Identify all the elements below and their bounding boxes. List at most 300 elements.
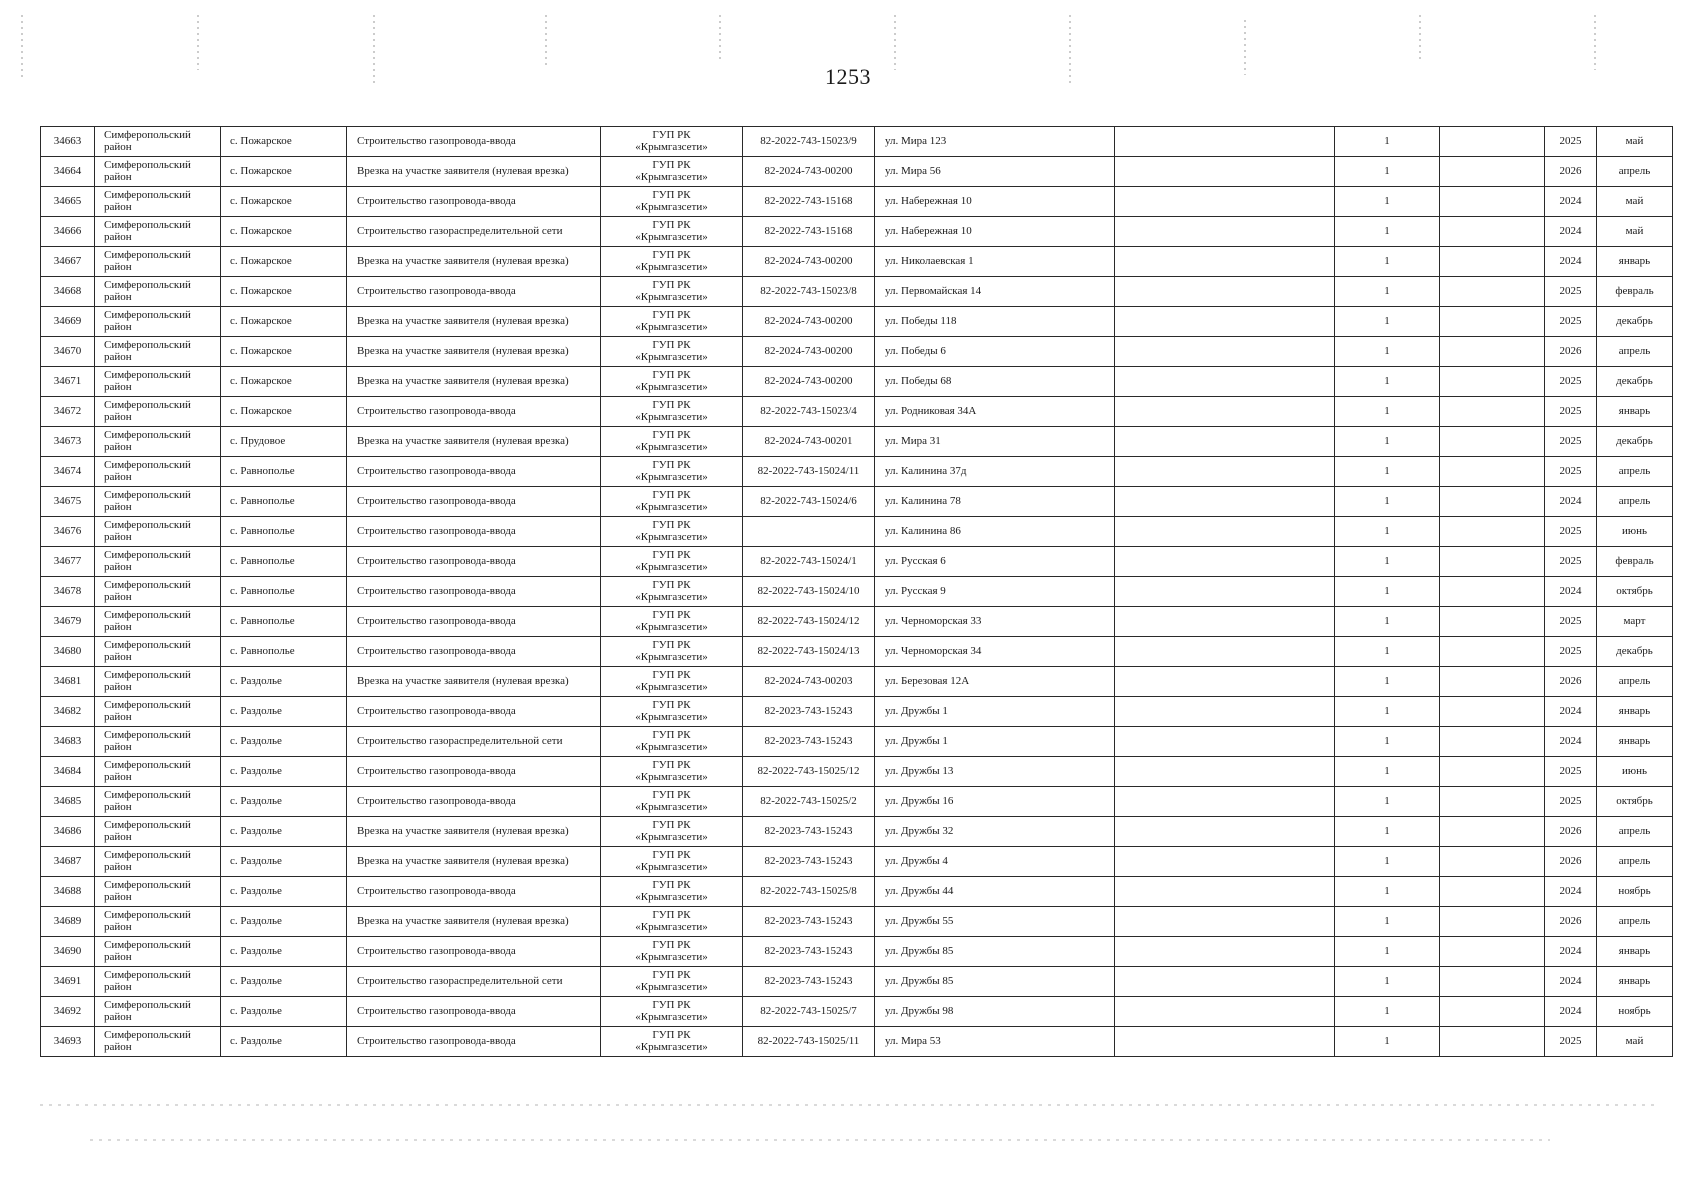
locality-cell: с. Раздолье — [221, 967, 347, 997]
locality-cell: с. Раздолье — [221, 787, 347, 817]
blank-cell — [1115, 997, 1335, 1027]
organization-cell — [601, 397, 743, 427]
organization-line-2: «Крымгазсети» — [635, 440, 708, 453]
address-cell: ул. Победы 6 — [875, 337, 1115, 367]
organization-cell — [601, 667, 743, 697]
blank-cell — [1115, 397, 1335, 427]
organization-line-1: ГУП РК — [652, 308, 691, 321]
organization-line-2: «Крымгазсети» — [635, 560, 708, 573]
locality-cell: с. Пожарское — [221, 337, 347, 367]
blank-cell — [1440, 727, 1545, 757]
spec-code-cell: 82-2023-743-15243 — [743, 817, 875, 847]
year-cell: 2025 — [1545, 277, 1597, 307]
row-number: 34674 — [41, 457, 95, 487]
organization-cell — [601, 277, 743, 307]
locality-cell: с. Пожарское — [221, 307, 347, 337]
organization-line-1: ГУП РК — [652, 578, 691, 591]
organization-line-1: ГУП РК — [652, 248, 691, 261]
work-type-cell: Врезка на участке заявителя (нулевая врезка) — [347, 847, 601, 877]
organization-cell — [601, 637, 743, 667]
address-cell: ул. Мира 31 — [875, 427, 1115, 457]
organization-line-2: «Крымгазсети» — [635, 650, 708, 663]
locality-cell: с. Пожарское — [221, 277, 347, 307]
district-cell: Симферопольский район — [95, 607, 221, 637]
organization-cell — [601, 847, 743, 877]
spec-code-cell: 82-2024-743-00200 — [743, 157, 875, 187]
quantity-cell: 1 — [1335, 277, 1440, 307]
spec-code-cell: 82-2022-743-15024/11 — [743, 457, 875, 487]
table-row — [41, 667, 1673, 697]
spec-code-cell: 82-2023-743-15243 — [743, 937, 875, 967]
locality-cell: с. Раздолье — [221, 997, 347, 1027]
organization-cell — [601, 697, 743, 727]
blank-cell — [1115, 277, 1335, 307]
work-type-cell: Строительство газопровода-ввода — [347, 187, 601, 217]
spec-code-cell — [743, 517, 875, 547]
district-cell: Симферопольский район — [95, 757, 221, 787]
table-row — [41, 517, 1673, 547]
organization-line-2: «Крымгазсети» — [635, 500, 708, 513]
blank-cell — [1440, 607, 1545, 637]
blank-cell — [1440, 937, 1545, 967]
row-number: 34688 — [41, 877, 95, 907]
quantity-cell: 1 — [1335, 697, 1440, 727]
district-cell: Симферопольский район — [95, 967, 221, 997]
month-cell: июнь — [1597, 517, 1673, 547]
spec-code-cell: 82-2022-743-15168 — [743, 187, 875, 217]
month-cell: апрель — [1597, 667, 1673, 697]
locality-cell: с. Пожарское — [221, 157, 347, 187]
year-cell: 2025 — [1545, 757, 1597, 787]
blank-cell — [1115, 937, 1335, 967]
organization-cell — [601, 607, 743, 637]
quantity-cell: 1 — [1335, 637, 1440, 667]
month-cell: апрель — [1597, 907, 1673, 937]
blank-cell — [1440, 817, 1545, 847]
organization-line-1: ГУП РК — [652, 848, 691, 861]
district-cell: Симферопольский район — [95, 367, 221, 397]
district-cell: Симферопольский район — [95, 697, 221, 727]
table-row — [41, 697, 1673, 727]
address-cell: ул. Черноморская 33 — [875, 607, 1115, 637]
address-cell: ул. Дружбы 44 — [875, 877, 1115, 907]
organization-line-2: «Крымгазсети» — [635, 350, 708, 363]
work-type-cell: Строительство газопровода-ввода — [347, 517, 601, 547]
district-cell: Симферопольский район — [95, 1027, 221, 1057]
address-cell: ул. Набережная 10 — [875, 187, 1115, 217]
blank-cell — [1440, 877, 1545, 907]
quantity-cell: 1 — [1335, 427, 1440, 457]
spec-code-cell: 82-2022-743-15025/7 — [743, 997, 875, 1027]
page-number: 1253 — [825, 64, 871, 89]
organization-cell — [601, 757, 743, 787]
month-cell: апрель — [1597, 457, 1673, 487]
blank-cell — [1115, 877, 1335, 907]
locality-cell: с. Равнополье — [221, 487, 347, 517]
year-cell: 2026 — [1545, 337, 1597, 367]
organization-line-2: «Крымгазсети» — [635, 170, 708, 183]
row-number: 34684 — [41, 757, 95, 787]
month-cell: апрель — [1597, 487, 1673, 517]
locality-cell: с. Равнополье — [221, 607, 347, 637]
work-type-cell: Строительство газораспределительной сети — [347, 217, 601, 247]
blank-cell — [1440, 667, 1545, 697]
table-row — [41, 547, 1673, 577]
address-cell: ул. Черноморская 34 — [875, 637, 1115, 667]
blank-cell — [1440, 787, 1545, 817]
organization-line-1: ГУП РК — [652, 188, 691, 201]
locality-cell: с. Равнополье — [221, 637, 347, 667]
spec-code-cell: 82-2024-743-00200 — [743, 337, 875, 367]
organization-line-2: «Крымгазсети» — [635, 260, 708, 273]
organization-line-2: «Крымгазсети» — [635, 230, 708, 243]
organization-line-2: «Крымгазсети» — [635, 830, 708, 843]
quantity-cell: 1 — [1335, 997, 1440, 1027]
organization-line-2: «Крымгазсети» — [635, 290, 708, 303]
blank-cell — [1440, 1027, 1545, 1057]
spec-code-cell: 82-2022-743-15023/4 — [743, 397, 875, 427]
organization-cell — [601, 457, 743, 487]
organization-line-1: ГУП РК — [652, 908, 691, 921]
spec-code-cell: 82-2023-743-15243 — [743, 847, 875, 877]
table-row — [41, 937, 1673, 967]
quantity-cell: 1 — [1335, 757, 1440, 787]
organization-cell — [601, 127, 743, 157]
blank-cell — [1115, 487, 1335, 517]
blank-cell — [1115, 817, 1335, 847]
month-cell: март — [1597, 607, 1673, 637]
row-number: 34681 — [41, 667, 95, 697]
quantity-cell: 1 — [1335, 217, 1440, 247]
blank-cell — [1440, 427, 1545, 457]
organization-line-1: ГУП РК — [652, 668, 691, 681]
quantity-cell: 1 — [1335, 157, 1440, 187]
district-cell: Симферопольский район — [95, 847, 221, 877]
blank-cell — [1115, 307, 1335, 337]
organization-cell — [601, 967, 743, 997]
work-type-cell: Строительство газораспределительной сети — [347, 967, 601, 997]
month-cell: апрель — [1597, 157, 1673, 187]
locality-cell: с. Раздолье — [221, 907, 347, 937]
locality-cell: с. Пожарское — [221, 127, 347, 157]
blank-cell — [1115, 1027, 1335, 1057]
month-cell: май — [1597, 187, 1673, 217]
organization-line-2: «Крымгазсети» — [635, 800, 708, 813]
organization-line-2: «Крымгазсети» — [635, 770, 708, 783]
year-cell: 2026 — [1545, 817, 1597, 847]
organization-cell — [601, 217, 743, 247]
blank-cell — [1440, 577, 1545, 607]
work-type-cell: Строительство газопровода-ввода — [347, 457, 601, 487]
address-cell: ул. Первомайская 14 — [875, 277, 1115, 307]
organization-line-1: ГУП РК — [652, 158, 691, 171]
quantity-cell: 1 — [1335, 457, 1440, 487]
spec-code-cell: 82-2022-743-15025/12 — [743, 757, 875, 787]
quantity-cell: 1 — [1335, 967, 1440, 997]
work-type-cell: Строительство газопровода-ввода — [347, 397, 601, 427]
organization-line-2: «Крымгазсети» — [635, 1040, 708, 1053]
spec-code-cell: 82-2022-743-15025/8 — [743, 877, 875, 907]
quantity-cell: 1 — [1335, 397, 1440, 427]
blank-cell — [1115, 637, 1335, 667]
work-type-cell: Врезка на участке заявителя (нулевая врезка) — [347, 907, 601, 937]
district-cell: Симферопольский район — [95, 517, 221, 547]
table-row — [41, 967, 1673, 997]
organization-cell — [601, 187, 743, 217]
blank-cell — [1115, 697, 1335, 727]
address-cell: ул. Березовая 12А — [875, 667, 1115, 697]
address-cell: ул. Мира 123 — [875, 127, 1115, 157]
organization-cell — [601, 367, 743, 397]
district-cell: Симферопольский район — [95, 337, 221, 367]
quantity-cell: 1 — [1335, 787, 1440, 817]
table-row — [41, 487, 1673, 517]
month-cell: январь — [1597, 727, 1673, 757]
year-cell: 2025 — [1545, 307, 1597, 337]
address-cell: ул. Дружбы 32 — [875, 817, 1115, 847]
month-cell: май — [1597, 1027, 1673, 1057]
month-cell: апрель — [1597, 817, 1673, 847]
row-number: 34668 — [41, 277, 95, 307]
work-type-cell: Врезка на участке заявителя (нулевая врезка) — [347, 427, 601, 457]
organization-line-2: «Крымгазсети» — [635, 470, 708, 483]
work-type-cell: Строительство газопровода-ввода — [347, 697, 601, 727]
blank-cell — [1440, 847, 1545, 877]
organization-cell — [601, 307, 743, 337]
organization-cell — [601, 1027, 743, 1057]
address-cell: ул. Дружбы 13 — [875, 757, 1115, 787]
spec-code-cell: 82-2022-743-15025/11 — [743, 1027, 875, 1057]
locality-cell: с. Раздолье — [221, 727, 347, 757]
year-cell: 2025 — [1545, 427, 1597, 457]
spec-code-cell: 82-2023-743-15243 — [743, 907, 875, 937]
quantity-cell: 1 — [1335, 907, 1440, 937]
organization-cell — [601, 157, 743, 187]
table-row — [41, 907, 1673, 937]
organization-line-1: ГУП РК — [652, 698, 691, 711]
locality-cell: с. Раздолье — [221, 847, 347, 877]
blank-cell — [1440, 247, 1545, 277]
year-cell: 2025 — [1545, 397, 1597, 427]
organization-line-2: «Крымгазсети» — [635, 740, 708, 753]
month-cell: май — [1597, 127, 1673, 157]
month-cell: октябрь — [1597, 577, 1673, 607]
table-row — [41, 337, 1673, 367]
district-cell: Симферопольский район — [95, 637, 221, 667]
month-cell: январь — [1597, 697, 1673, 727]
organization-cell — [601, 487, 743, 517]
address-cell: ул. Дружбы 16 — [875, 787, 1115, 817]
organization-line-1: ГУП РК — [652, 788, 691, 801]
row-number: 34675 — [41, 487, 95, 517]
table-row — [41, 877, 1673, 907]
locality-cell: с. Равнополье — [221, 577, 347, 607]
organization-line-1: ГУП РК — [652, 728, 691, 741]
district-cell: Симферопольский район — [95, 577, 221, 607]
month-cell: январь — [1597, 247, 1673, 277]
locality-cell: с. Пожарское — [221, 217, 347, 247]
work-type-cell: Строительство газораспределительной сети — [347, 727, 601, 757]
row-number: 34667 — [41, 247, 95, 277]
quantity-cell: 1 — [1335, 247, 1440, 277]
blank-cell — [1115, 187, 1335, 217]
blank-cell — [1115, 157, 1335, 187]
work-type-cell: Врезка на участке заявителя (нулевая врезка) — [347, 337, 601, 367]
month-cell: ноябрь — [1597, 877, 1673, 907]
year-cell: 2025 — [1545, 1027, 1597, 1057]
blank-cell — [1115, 337, 1335, 367]
row-number: 34670 — [41, 337, 95, 367]
spec-code-cell: 82-2022-743-15024/6 — [743, 487, 875, 517]
address-cell: ул. Победы 118 — [875, 307, 1115, 337]
district-cell: Симферопольский район — [95, 307, 221, 337]
table-row — [41, 277, 1673, 307]
year-cell: 2026 — [1545, 667, 1597, 697]
organization-line-1: ГУП РК — [652, 368, 691, 381]
row-number: 34663 — [41, 127, 95, 157]
blank-cell — [1440, 307, 1545, 337]
organization-cell — [601, 817, 743, 847]
district-cell: Симферопольский район — [95, 187, 221, 217]
blank-cell — [1440, 907, 1545, 937]
organization-line-2: «Крымгазсети» — [635, 920, 708, 933]
quantity-cell: 1 — [1335, 307, 1440, 337]
address-cell: ул. Дружбы 55 — [875, 907, 1115, 937]
year-cell: 2024 — [1545, 697, 1597, 727]
work-type-cell: Врезка на участке заявителя (нулевая врезка) — [347, 817, 601, 847]
organization-line-2: «Крымгазсети» — [635, 530, 708, 543]
address-cell: ул. Дружбы 98 — [875, 997, 1115, 1027]
row-number: 34689 — [41, 907, 95, 937]
quantity-cell: 1 — [1335, 577, 1440, 607]
organization-line-2: «Крымгазсети» — [635, 200, 708, 213]
district-cell: Симферопольский район — [95, 457, 221, 487]
table-row — [41, 187, 1673, 217]
row-number: 34677 — [41, 547, 95, 577]
locality-cell: с. Прудовое — [221, 427, 347, 457]
blank-cell — [1440, 637, 1545, 667]
year-cell: 2024 — [1545, 247, 1597, 277]
blank-cell — [1440, 547, 1545, 577]
registry-body — [41, 127, 1673, 1057]
year-cell: 2024 — [1545, 727, 1597, 757]
row-number: 34678 — [41, 577, 95, 607]
row-number: 34676 — [41, 517, 95, 547]
year-cell: 2025 — [1545, 607, 1597, 637]
organization-cell — [601, 547, 743, 577]
year-cell: 2026 — [1545, 157, 1597, 187]
spec-code-cell: 82-2024-743-00200 — [743, 247, 875, 277]
row-number: 34691 — [41, 967, 95, 997]
row-number: 34664 — [41, 157, 95, 187]
table-row — [41, 997, 1673, 1027]
blank-cell — [1115, 847, 1335, 877]
work-type-cell: Врезка на участке заявителя (нулевая врезка) — [347, 247, 601, 277]
organization-line-1: ГУП РК — [652, 608, 691, 621]
district-cell: Симферопольский район — [95, 157, 221, 187]
organization-line-2: «Крымгазсети» — [635, 410, 708, 423]
blank-cell — [1115, 427, 1335, 457]
row-number: 34690 — [41, 937, 95, 967]
locality-cell: с. Раздолье — [221, 757, 347, 787]
work-type-cell: Строительство газопровода-ввода — [347, 877, 601, 907]
address-cell: ул. Калинина 37д — [875, 457, 1115, 487]
spec-code-cell: 82-2024-743-00200 — [743, 307, 875, 337]
organization-cell — [601, 727, 743, 757]
organization-line-2: «Крымгазсети» — [635, 980, 708, 993]
table-row — [41, 577, 1673, 607]
row-number: 34665 — [41, 187, 95, 217]
address-cell: ул. Мира 56 — [875, 157, 1115, 187]
locality-cell: с. Пожарское — [221, 367, 347, 397]
blank-cell — [1115, 127, 1335, 157]
work-type-cell: Строительство газопровода-ввода — [347, 787, 601, 817]
spec-code-cell: 82-2022-743-15023/8 — [743, 277, 875, 307]
work-type-cell: Строительство газопровода-ввода — [347, 487, 601, 517]
organization-line-2: «Крымгазсети» — [635, 890, 708, 903]
locality-cell: с. Раздолье — [221, 667, 347, 697]
work-type-cell: Строительство газопровода-ввода — [347, 127, 601, 157]
district-cell: Симферопольский район — [95, 877, 221, 907]
organization-line-1: ГУП РК — [652, 428, 691, 441]
table-row — [41, 307, 1673, 337]
address-cell: ул. Калинина 78 — [875, 487, 1115, 517]
blank-cell — [1115, 727, 1335, 757]
locality-cell: с. Пожарское — [221, 397, 347, 427]
district-cell: Симферопольский район — [95, 667, 221, 697]
blank-cell — [1440, 367, 1545, 397]
table-row — [41, 607, 1673, 637]
quantity-cell: 1 — [1335, 1027, 1440, 1057]
district-cell: Симферопольский район — [95, 277, 221, 307]
district-cell: Симферопольский район — [95, 727, 221, 757]
quantity-cell: 1 — [1335, 817, 1440, 847]
row-number: 34672 — [41, 397, 95, 427]
quantity-cell: 1 — [1335, 337, 1440, 367]
table-row — [41, 217, 1673, 247]
quantity-cell: 1 — [1335, 547, 1440, 577]
table-row — [41, 397, 1673, 427]
district-cell: Симферопольский район — [95, 427, 221, 457]
row-number: 34673 — [41, 427, 95, 457]
spec-code-cell: 82-2023-743-15243 — [743, 697, 875, 727]
blank-cell — [1115, 217, 1335, 247]
blank-cell — [1115, 757, 1335, 787]
quantity-cell: 1 — [1335, 127, 1440, 157]
blank-cell — [1440, 157, 1545, 187]
district-cell: Симферопольский район — [95, 937, 221, 967]
year-cell: 2024 — [1545, 877, 1597, 907]
month-cell: январь — [1597, 967, 1673, 997]
blank-cell — [1440, 697, 1545, 727]
month-cell: октябрь — [1597, 787, 1673, 817]
spec-code-cell: 82-2022-743-15023/9 — [743, 127, 875, 157]
row-number: 34693 — [41, 1027, 95, 1057]
district-cell: Симферопольский район — [95, 817, 221, 847]
organization-cell — [601, 577, 743, 607]
quantity-cell: 1 — [1335, 187, 1440, 217]
work-type-cell: Строительство газопровода-ввода — [347, 277, 601, 307]
spec-code-cell: 82-2024-743-00200 — [743, 367, 875, 397]
table-row — [41, 817, 1673, 847]
month-cell: декабрь — [1597, 637, 1673, 667]
year-cell: 2024 — [1545, 217, 1597, 247]
row-number: 34687 — [41, 847, 95, 877]
table-row — [41, 637, 1673, 667]
blank-cell — [1115, 457, 1335, 487]
locality-cell: с. Равнополье — [221, 547, 347, 577]
address-cell: ул. Родниковая 34А — [875, 397, 1115, 427]
